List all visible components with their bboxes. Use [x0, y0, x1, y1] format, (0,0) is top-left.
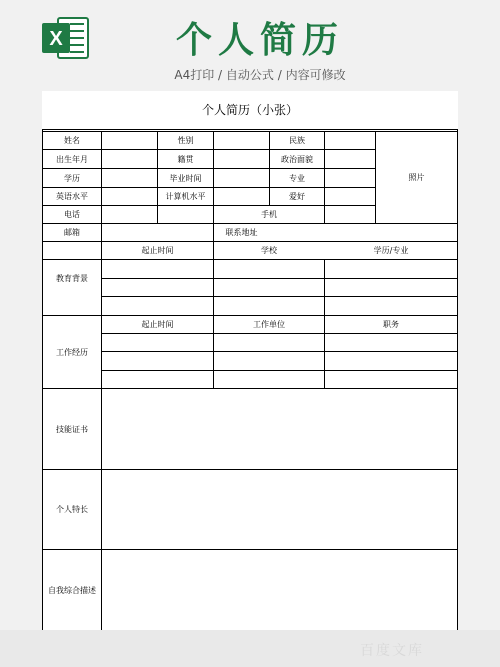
phone-field[interactable] [102, 206, 213, 223]
major-field[interactable] [325, 169, 375, 187]
skills-label: 技能证书 [56, 424, 88, 434]
page-header [0, 0, 500, 88]
self-desc-field[interactable] [102, 550, 457, 630]
skills-field[interactable] [102, 389, 457, 469]
sheet-title: 个人简历（小张） [201, 103, 298, 117]
work-header-period: 起止时间 [141, 320, 174, 329]
resume-sheet [42, 91, 458, 631]
mobile-field[interactable] [325, 206, 375, 223]
label-politics: 政治面貌 [281, 154, 313, 164]
work-row-3[interactable] [102, 371, 457, 388]
birth-field[interactable] [102, 150, 157, 168]
work-header-position: 职务 [383, 320, 399, 329]
label-name: 姓名 [64, 136, 80, 145]
label-email: 邮箱 [64, 228, 80, 237]
education-section-label: 教育背景 [56, 274, 88, 283]
watermark: 百度文库 [360, 643, 424, 659]
footer-bar [0, 630, 500, 667]
graduation-field[interactable] [214, 169, 269, 187]
label-major: 专业 [289, 173, 305, 183]
edu-header-period: 起止时间 [141, 246, 174, 255]
label-hobby: 爱好 [289, 192, 305, 201]
label-native-place: 籍贯 [177, 154, 194, 164]
grid-line [42, 129, 458, 130]
edu-row-3[interactable] [102, 297, 457, 315]
edu-row-2[interactable] [102, 279, 457, 296]
edu-row-1[interactable] [102, 260, 457, 278]
self-desc-label: 自我综合描述 [48, 585, 96, 595]
label-computer: 计算机水平 [165, 192, 206, 201]
gender-field[interactable] [214, 132, 269, 149]
computer-field[interactable] [214, 188, 269, 205]
name-field[interactable] [102, 132, 157, 149]
label-english: 英语水平 [56, 192, 88, 201]
label-mobile: 手机 [261, 210, 277, 219]
label-address: 联系地址 [225, 228, 258, 237]
label-birth: 出生年月 [56, 154, 88, 164]
education-field[interactable] [102, 169, 157, 187]
label-ethnicity: 民族 [289, 136, 305, 145]
label-education: 学历 [64, 173, 80, 183]
excel-icon [40, 14, 90, 62]
page-subtitle: A4打印 / 自动公式 / 内容可修改 [174, 68, 346, 82]
english-field[interactable] [102, 188, 157, 205]
work-row-2[interactable] [102, 352, 457, 370]
work-header-company: 工作单位 [253, 320, 285, 329]
native-place-field[interactable] [214, 150, 269, 168]
ethnicity-field[interactable] [325, 132, 375, 149]
photo-box[interactable]: 照片 [408, 173, 425, 182]
edu-header-school: 学校 [261, 246, 277, 255]
specialty-field[interactable] [102, 470, 457, 549]
resume-grid [42, 91, 458, 631]
specialty-label: 个人特长 [56, 505, 88, 514]
grid-line [457, 129, 458, 631]
work-row-1[interactable] [102, 334, 457, 351]
edu-header-degree: 学历/专业 [373, 246, 409, 255]
work-section-label: 工作经历 [56, 347, 88, 357]
address-field[interactable] [270, 224, 457, 241]
label-phone: 电话 [64, 210, 80, 219]
label-gender: 性别 [177, 136, 194, 145]
svg-text:X: X [49, 28, 63, 50]
hobby-field[interactable] [325, 188, 375, 205]
page-title: 个人简历 [175, 19, 344, 61]
email-field[interactable] [102, 224, 213, 241]
politics-field[interactable] [325, 150, 375, 168]
label-graduation: 毕业时间 [169, 173, 202, 183]
